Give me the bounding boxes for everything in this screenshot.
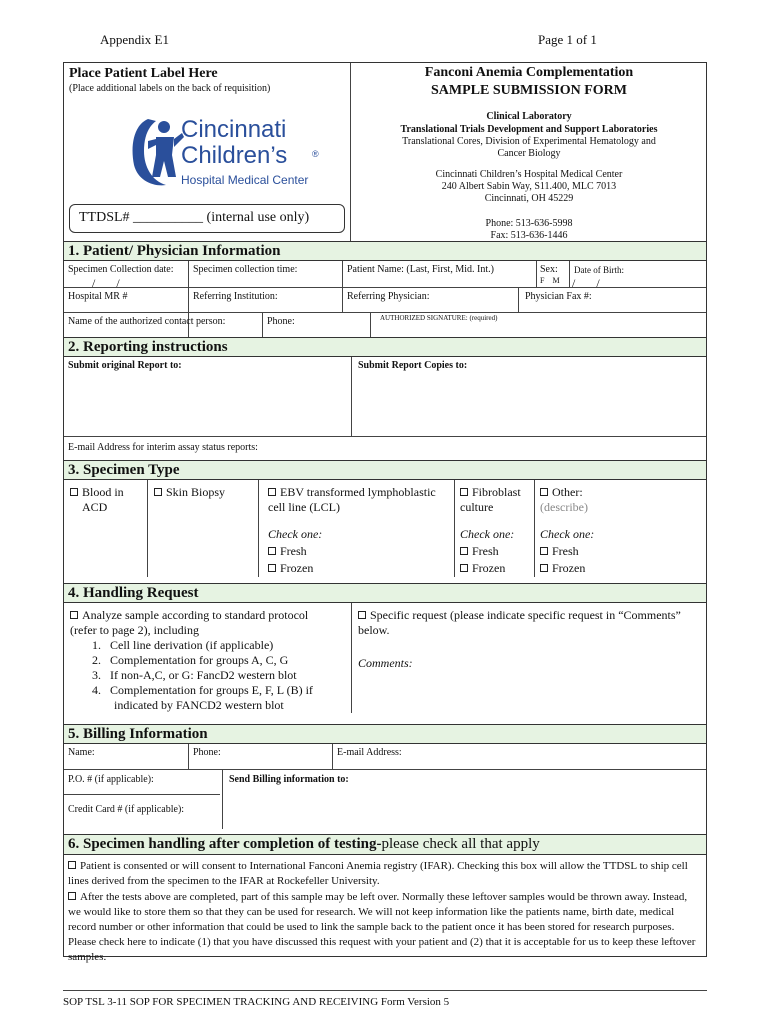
credit-card-field[interactable]: Credit Card # (if applicable): [68,804,185,815]
checkbox-icon[interactable] [460,564,468,572]
checkbox-icon[interactable] [268,488,276,496]
other-frozen-option[interactable]: Frozen [540,561,585,576]
ebv-fresh-option[interactable]: Fresh [268,544,307,559]
submission-form [63,62,707,963]
interim-email-field[interactable]: E-mail Address for interim assay status reports: [68,442,258,453]
specimen-blood-option-2: ACD [82,500,108,514]
fibro-fresh-option[interactable]: Fresh [460,544,499,559]
section-reporting-title: 2. Reporting instructions [64,337,706,357]
patient-label-note: (Place additional labels on the back of requisition) [69,83,271,94]
lab-phone: Phone: 513-636-5998 [485,218,573,229]
ttdsl-field[interactable]: TTDSL# __________ (internal use only) [79,210,310,225]
protocol-item-4b: indicated by FANCD2 western blot [114,698,284,712]
checkbox-icon[interactable] [70,611,78,619]
sex-label: Sex: [540,264,558,275]
submit-original-field[interactable]: Submit original Report to: [68,360,182,371]
lab-fax: Fax: 513-636-1446 [490,230,568,241]
checkbox-icon[interactable] [540,564,548,572]
checkbox-icon[interactable] [268,547,276,555]
referring-institution-field[interactable]: Referring Institution: [193,291,278,302]
address-line2: 240 Albert Sabin Way, S11.400, MLC 7013 [441,181,617,192]
collection-date-field[interactable]: / / [92,276,120,290]
checkbox-icon[interactable] [460,488,468,496]
signature-field[interactable]: AUTHORIZED SIGNATURE: (required) [380,314,498,322]
form-subtitle: SAMPLE SUBMISSION FORM [430,83,628,98]
specimen-other-option[interactable]: Other: [540,485,583,500]
collection-time-field[interactable]: Specimen collection time: [193,264,298,275]
ifar-consent-option[interactable]: Patient is consented or will consent to International Fanconi Anemia registry (IFAR). Checking this box will allow the TTDSL to ship cell lines derived from the specimen to the IFAR at Rockefeller University. [68,860,688,887]
section-handling-title: 4. Handling Request [64,583,706,603]
fibro-check-one: Check one: [460,527,515,541]
collection-date-label: Specimen Collection date: [68,264,174,275]
address-line1: Cincinnati Children’s Hospital Medical Center [435,169,623,180]
patient-label-title: Place Patient Label Here [69,66,218,81]
ebv-frozen-option[interactable]: Frozen [268,561,313,576]
section-billing-title: 5. Billing Information [64,724,706,744]
hospital-mr-field[interactable]: Hospital MR # [68,291,128,302]
checkbox-icon[interactable] [68,892,76,900]
specimen-fibroblast-option-2: culture [460,500,494,514]
referring-physician-field[interactable]: Referring Physician: [347,291,430,302]
page-number: Page 1 of 1 [538,32,597,47]
logo-text-line1: Cincinnati [181,116,287,143]
specimen-ebv-option-2: cell line (LCL) [268,500,340,514]
checkbox-icon[interactable] [70,488,78,496]
lab-cores: Translational Cores, Division of Experimental Hematology and [402,136,656,147]
billing-email-field[interactable]: E-mail Address: [337,747,402,758]
checkbox-icon[interactable] [540,547,548,555]
address-line3: Cincinnati, OH 45229 [484,193,574,204]
checkbox-icon[interactable] [68,861,76,869]
standard-protocol-option[interactable]: Analyze sample according to standard protocol [70,608,308,623]
submit-copies-field[interactable]: Submit Report Copies to: [358,360,468,371]
billing-name-field[interactable]: Name: [68,747,95,758]
section-specimen-type-title: 3. Specimen Type [64,460,706,480]
logo-figures-icon [126,115,186,190]
other-check-one: Check one: [540,527,595,541]
other-fresh-option[interactable]: Fresh [540,544,579,559]
checkbox-icon[interactable] [154,488,162,496]
ebv-check-one: Check one: [268,527,323,541]
protocol-item-2: 2. Complementation for groups A, C, G [92,653,289,667]
hospital-logo [126,115,326,195]
other-describe-field[interactable]: (describe) [540,500,588,514]
billing-phone-field[interactable]: Phone: [193,747,221,758]
specimen-blood-option[interactable]: Blood in [70,485,124,500]
lab-division: Translational Trials Development and Support Laboratories [400,124,658,135]
ttdsl-box [69,204,345,233]
lab-name: Clinical Laboratory [486,111,572,122]
specific-request-option[interactable]: Specific request (please indicate specific request in “Comments” [358,608,681,623]
comments-field[interactable]: Comments: [358,656,413,670]
specimen-fibroblast-option[interactable]: Fibroblast [460,485,521,500]
contact-phone-field[interactable]: Phone: [267,316,295,327]
specimen-ebv-option[interactable]: EBV transformed lymphoblastic [268,485,436,500]
logo-text-line3: Hospital Medical Center [181,173,309,187]
logo-registered-mark: ® [312,149,319,159]
section-patient-info-title: 1. Patient/ Physician Information [64,241,706,261]
dob-field[interactable]: / / [572,276,600,290]
physician-fax-field[interactable]: Physician Fax #: [525,291,592,302]
checkbox-icon[interactable] [460,547,468,555]
specimen-skin-option[interactable]: Skin Biopsy [154,485,225,500]
sex-options[interactable]: F M [540,276,560,285]
lab-cores-2: Cancer Biology [497,148,561,159]
section-post-testing-title: 6. Specimen handling after completion of testing-please check all that apply [64,834,706,855]
logo-text-line2: Children’s [181,142,288,169]
protocol-item-3: 3. If non-A,C, or G: FancD2 western blot [92,668,297,682]
standard-protocol-note: (refer to page 2), including [70,623,199,637]
dob-label: Date of Birth: [574,265,624,275]
checkbox-icon[interactable] [268,564,276,572]
send-billing-field[interactable]: Send Billing information to: [229,774,349,785]
protocol-item-1: 1. Cell line derivation (if applicable) [92,638,274,652]
checkbox-icon[interactable] [540,488,548,496]
fibro-frozen-option[interactable]: Frozen [460,561,505,576]
checkbox-icon[interactable] [358,611,366,619]
patient-name-field[interactable]: Patient Name: (Last, First, Mid. Int.) [347,264,494,275]
po-number-field[interactable]: P.O. # (if applicable): [68,774,154,785]
contact-person-field[interactable]: Name of the authorized contact person: [68,316,226,327]
protocol-item-4: 4. Complementation for groups E, F, L (B) if [92,683,313,697]
specific-request-note: below. [358,623,390,637]
leftover-storage-option[interactable]: After the tests above are completed, part of this sample may be left over. Normally these leftover samples would be thrown away. Instead, we would like to store them so that they can be used for research. We will not keep information like the patients name, birth date, medical record number or other information that could be used to link the sample back to the patient once it has been stored for research purposes. Please check here to indicate (1) that you have discussed this request with your patient and (2) that it is acceptable for us to keep these leftover samples. [68,891,696,963]
form-title: Fanconi Anemia Complementation [424,65,634,80]
footer-sop: SOP TSL 3-11 SOP FOR SPECIMEN TRACKING AND RECEIVING Form Version 5 [63,996,450,1008]
appendix-label: Appendix E1 [100,32,169,47]
